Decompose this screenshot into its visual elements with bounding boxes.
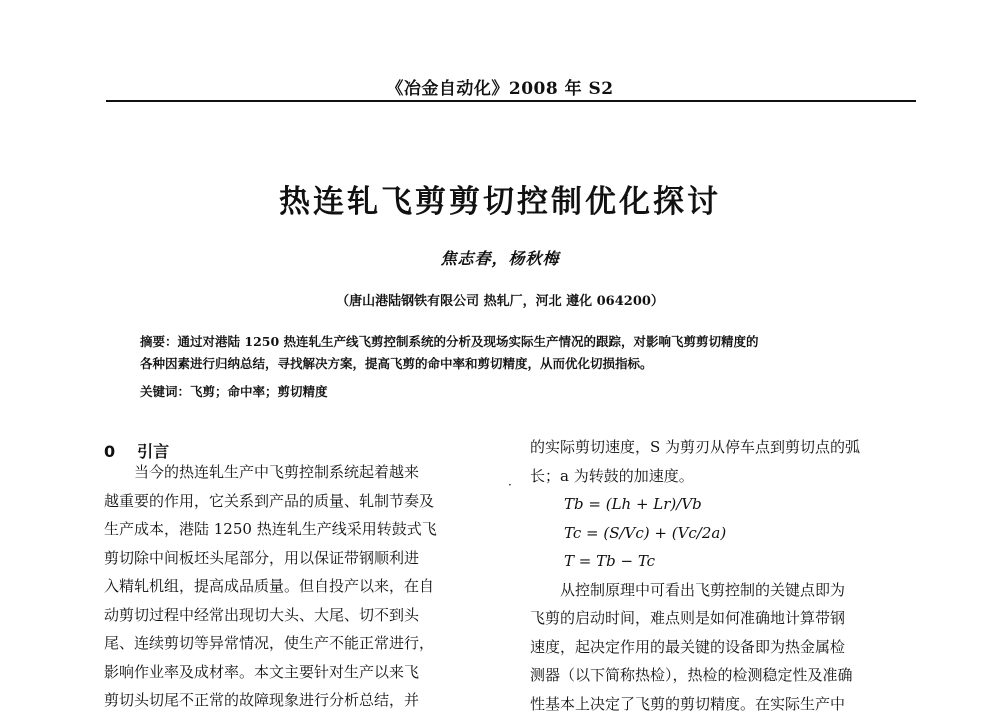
affiliation: （唐山港陆钢铁有限公司 热轧厂，河北 遵化 064200）: [0, 290, 1000, 309]
body-line: 动剪切过程中经常出现切大头、大尾、切不到头: [104, 601, 494, 630]
stray-mark: ·: [508, 478, 512, 492]
section-number: 0: [104, 442, 115, 461]
body-line: 从控制原理中可看出飞剪控制的关键点即为: [530, 576, 920, 605]
body-line: 入精轧机组，提高成品质量。但自投产以来，在自: [104, 572, 494, 601]
left-column: [104, 458, 494, 715]
body-line: 飞剪的启动时间，难点则是如何准确地计算带钢: [530, 604, 920, 633]
formula-tb: Tb = (Lh + Lr)/Vb: [530, 490, 920, 519]
body-line: 剪切头切尾不正常的故障现象进行分析总结，并: [104, 686, 494, 715]
body-line: 速度，起决定作用的最关键的设备即为热金属检: [530, 633, 920, 662]
body-line: 的实际剪切速度，S 为剪刃从停车点到剪切点的弧: [530, 433, 920, 462]
body-line: 性基本上决定了飞剪的剪切精度。在实际生产中: [530, 690, 920, 718]
authors: 焦志春，杨秋梅: [0, 246, 1000, 269]
body-line: 尾、连续剪切等异常情况，使生产不能正常进行，: [104, 629, 494, 658]
header-divider: [106, 100, 916, 102]
keywords-text: 飞剪；命中率；剪切精度: [190, 384, 328, 399]
body-line: 测器（以下简称热检），热检的检测稳定性及准确: [530, 661, 920, 690]
body-line: 影响作业率及成材率。本文主要针对生产以来飞: [104, 658, 494, 687]
body-line: 生产成本，港陆 1250 热连轧生产线采用转鼓式飞: [104, 515, 494, 544]
abstract-line-1: 通过对港陆 1250 热连轧生产线飞剪控制系统的分析及现场实际生产情况的跟踪，对影响飞剪剪切精度的: [178, 334, 759, 349]
formula-tc: Tc = (S/Vc) + (Vc/2a): [530, 519, 920, 548]
paper-title: 热连轧飞剪剪切控制优化探讨: [0, 176, 1000, 221]
formula-t: T = Tb − Tc: [530, 547, 920, 576]
journal-header: 《冶金自动化》2008 年 S2: [0, 74, 1000, 99]
body-line: 当今的热连轧生产中飞剪控制系统起着越来: [104, 458, 494, 487]
right-column: [530, 433, 920, 718]
body-line: 越重要的作用，它关系到产品的质量、轧制节奏及: [104, 487, 494, 516]
keywords-label: 关键词：: [140, 384, 190, 399]
keywords: [140, 382, 910, 400]
body-line: 长；a 为转鼓的加速度。: [530, 462, 920, 491]
section-title: 引言: [137, 442, 169, 461]
body-line: 剪切除中间板坯头尾部分，用以保证带钢顺利进: [104, 544, 494, 573]
abstract-line-2: 各种因素进行归纳总结，寻找解决方案，提高飞剪的命中率和剪切精度，从而优化切损指标。: [140, 353, 910, 375]
abstract: [140, 331, 910, 375]
abstract-label: 摘要：: [140, 334, 178, 349]
